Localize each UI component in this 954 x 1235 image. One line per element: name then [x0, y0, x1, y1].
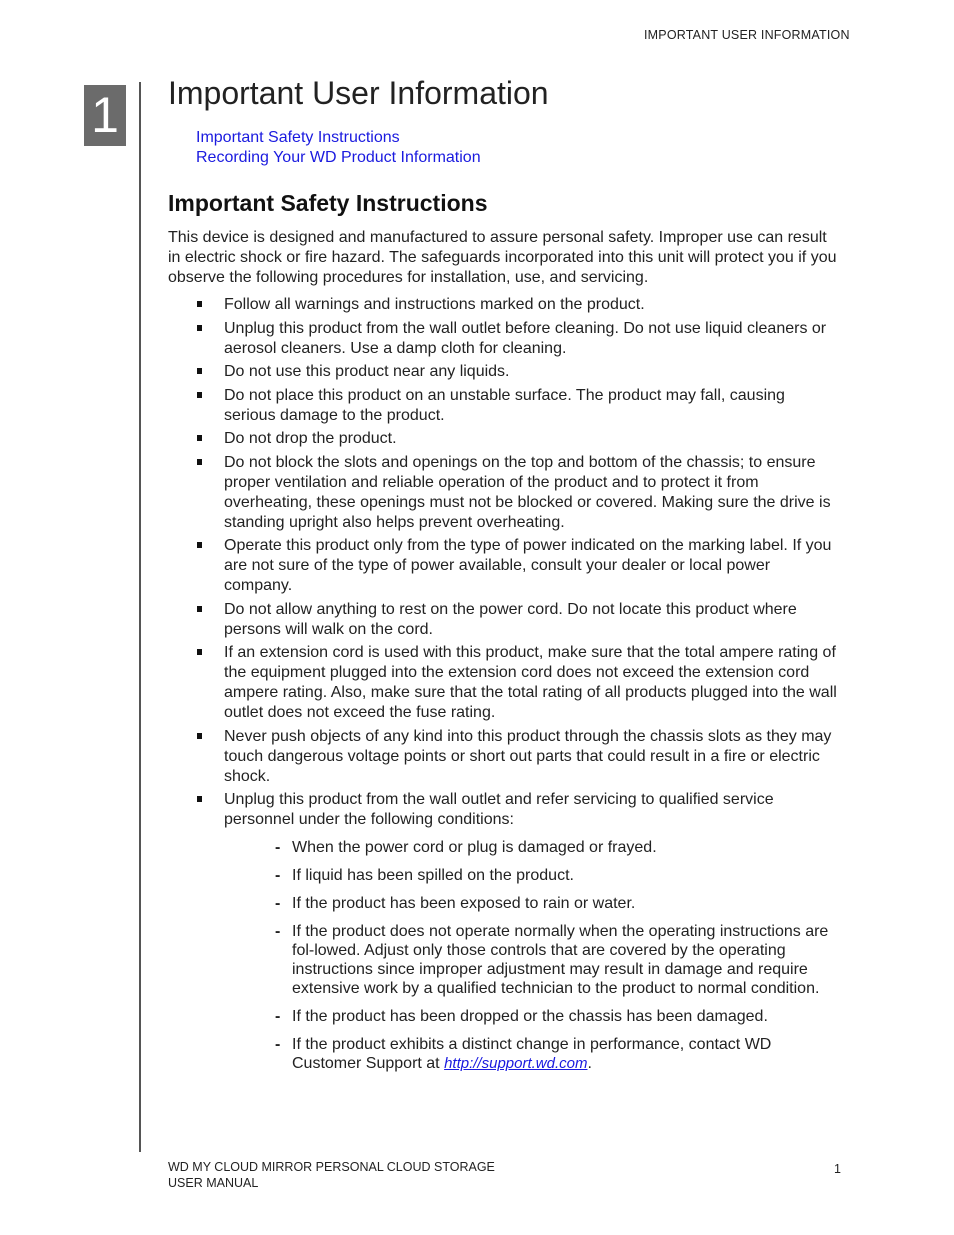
section-heading: Important Safety Instructions — [168, 190, 488, 216]
list-item: Unplug this product from the wall outlet and refer servicing to qualified service personnel under the following conditions: - When the power cord or plug is damaged or frayed. - If liquid has been spilled on the product. - If the product has been exposed to rain or water. - If the product does not operate normally when the operating instructions are fol-lowed. Adjust only those controls that are covered by the operating instructions since improper adjustment may result in damage and require extensive work by a qualified technician to the product to normal condition. - If the product has been dropped or the chassis has been damaged. - If the product exhibits a distinct change in performance, contact WD Customer Support at http://support.wd.com. — [168, 790, 840, 1073]
footer-product-title — [168, 1159, 495, 1191]
bullet-marker — [197, 368, 202, 374]
list-item: Never push objects of any kind into this product through the chassis slots as they may touch dangerous voltage points or short out parts that could result in a fire or electric shock. — [168, 727, 840, 787]
sub-list-item: - If the product has been dropped or the chassis has been damaged. — [275, 1008, 768, 1025]
chapter-divider-line — [139, 82, 141, 1152]
list-item: If an extension cord is used with this product, make sure that the total ampere rating of the equipment plugged into the extension cord does not exceed the extension cord ampere rating. Also, make sure that the total rating of all products plugged into the wall outlet does not exceed the fuse rating. — [168, 643, 840, 723]
support-link[interactable]: http://support.wd.com — [444, 1055, 588, 1072]
dash-marker: - — [275, 867, 281, 884]
list-item: Do not block the slots and openings on the top and bottom of the chassis; to ensure proper ventilation and reliable operation of the product and to protect it from overheating, these openings must not be blocked or covered. Making sure the drive is standing upright also helps prevent overheating. — [168, 453, 840, 533]
list-item: Do not place this product on an unstable surface. The product may fall, causing serious damage to the product. — [168, 386, 840, 426]
safety-bullet-list — [168, 295, 840, 1073]
dash-marker: - — [275, 1008, 281, 1025]
bullet-marker — [197, 542, 202, 548]
dash-marker: - — [275, 923, 281, 940]
dash-marker: - — [275, 839, 281, 856]
sub-list-item: - If liquid has been spilled on the product. — [275, 867, 574, 884]
section-intro: This device is designed and manufactured to assure personal safety. Improper use can result in electric shock or fire hazard. The safeguards incorporated into this unit will protect you if you observe the following procedures for installation, use, and servicing. — [168, 229, 837, 286]
bullet-marker — [197, 796, 202, 802]
bullet-marker — [197, 325, 202, 331]
sub-list-item: - If the product exhibits a distinct change in performance, contact WD Customer Support at http://support.wd.com. — [275, 1036, 772, 1072]
list-item: Do not use this product near any liquids. — [168, 362, 840, 382]
chapter-title: Important User Information — [168, 75, 549, 111]
servicing-conditions-list — [224, 838, 840, 1073]
chapter-number-badge: 1 — [84, 85, 126, 146]
bullet-marker — [197, 392, 202, 398]
page-number: 1 — [834, 1162, 841, 1176]
support-link-suffix: . — [587, 1055, 592, 1072]
bullet-marker — [197, 435, 202, 441]
list-item: Operate this product only from the type of power indicated on the marking label. If you are not sure of the type of power available, consult your dealer or local power company. — [168, 536, 840, 596]
bullet-marker — [197, 733, 202, 739]
main-content — [168, 70, 840, 1082]
sub-list-item: - When the power cord or plug is damaged or frayed. — [275, 839, 657, 856]
dash-marker: - — [275, 1036, 281, 1053]
bullet-marker — [197, 606, 202, 612]
footer-line-1: WD MY CLOUD MIRROR PERSONAL CLOUD STORAGE — [168, 1160, 495, 1174]
list-item: Do not allow anything to rest on the power cord. Do not locate this product where persons will walk on the cord. — [168, 600, 840, 640]
toc-link-recording-product-info[interactable]: Recording Your WD Product Information — [196, 149, 481, 166]
list-item: Unplug this product from the wall outlet before cleaning. Do not use liquid cleaners or aerosol cleaners. Use a damp cloth for cleaning. — [168, 319, 840, 359]
bullet-marker — [197, 301, 202, 307]
toc-link-safety-instructions[interactable]: Important Safety Instructions — [196, 129, 400, 146]
chapter-toc — [196, 128, 840, 168]
dash-marker: - — [275, 895, 281, 912]
bullet-marker — [197, 649, 202, 655]
list-item: Follow all warnings and instructions marked on the product. — [168, 295, 840, 315]
list-item: Do not drop the product. — [168, 429, 840, 449]
footer-line-2: USER MANUAL — [168, 1176, 259, 1190]
running-header: IMPORTANT USER INFORMATION — [644, 28, 850, 42]
sub-list-item: - If the product has been exposed to rain or water. — [275, 895, 636, 912]
sub-list-item: - If the product does not operate normally when the operating instructions are fol-lowed. Adjust only those controls that are covered by the operating instructions since improper adjustment may result in damage and require extensive work by a qualified technician to the product to normal condition. — [275, 923, 829, 997]
bullet-marker — [197, 459, 202, 465]
